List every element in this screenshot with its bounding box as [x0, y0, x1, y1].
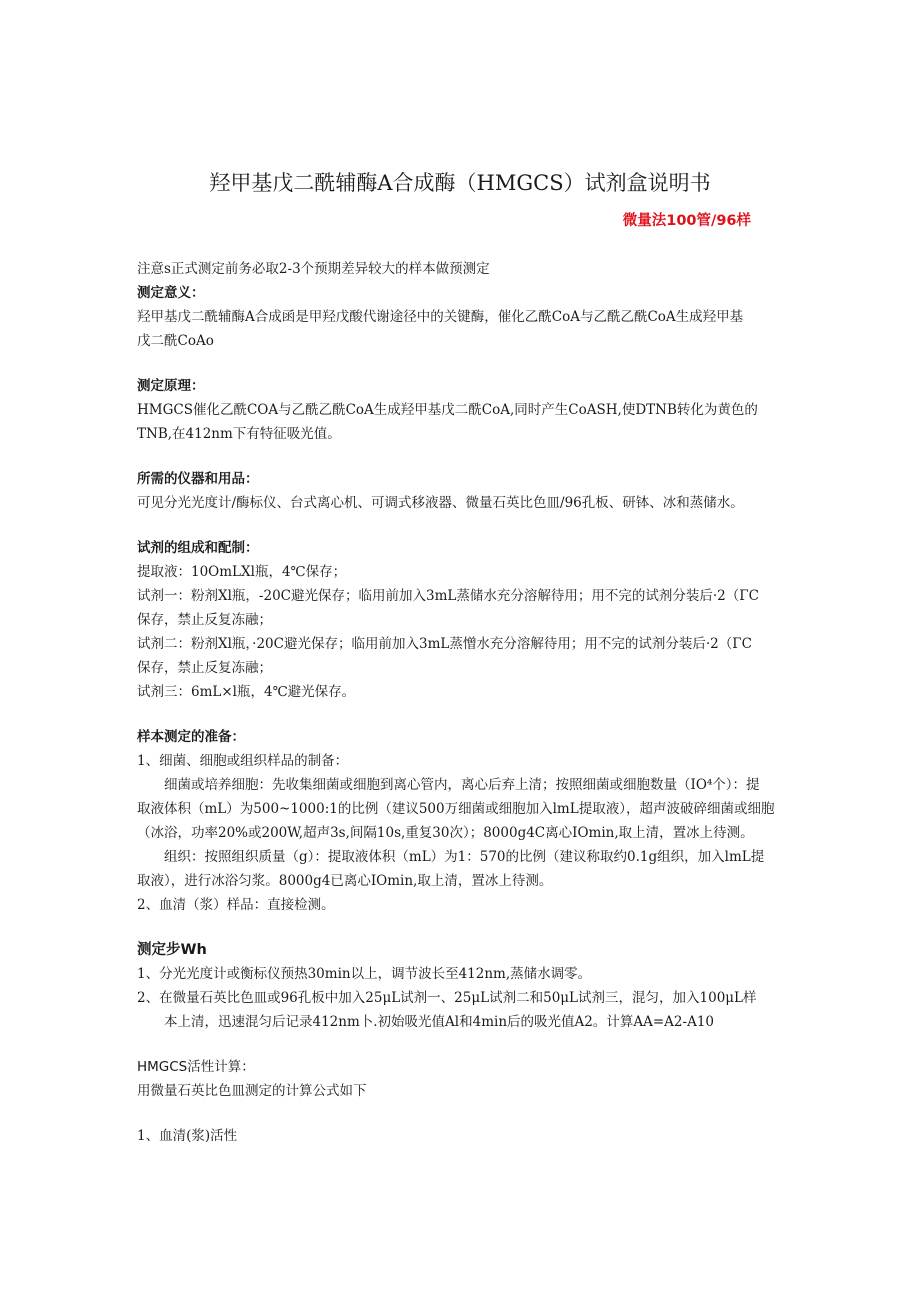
calc-heading: HMGCS活性计算： [137, 1059, 255, 1075]
reagent-line: 保存，禁止反复冻融； [137, 660, 272, 676]
sample-prep-heading: 样本测定的准备： [137, 729, 245, 745]
document-title: 羟甲基戊二酰辅酶A合成酶（HMGCS）试剂盒说明书 [209, 171, 711, 195]
calc-subheading: 用微量石英比色皿测定的计算公式如下 [137, 1083, 367, 1099]
note-line: 注意s正式测定前务必取2-3个预期差异较大的样本做预测定 [137, 261, 490, 277]
bacteria-prep-line: （冰浴，功率20%或200W,超声3s,间隔10s,重复30次）；8000g4C离心IOmin,取上清，置冰上待测。 [137, 825, 754, 841]
document-body [137, 257, 777, 1148]
instruments-line: 可见分光光度计/酶标仪、台式离心机、可调式移液器、微量石英比色皿/96孔板、研钵、冰和蒸储水。 [137, 495, 744, 511]
bacteria-prep-line: 取液体积（mL）为500~1000:1的比例（建议500万细菌或细胞加入lmL提取液），超声波破碎细菌或细胞 [137, 801, 775, 817]
reagents-heading: 试剂的组成和配制： [137, 540, 259, 556]
calc-item: 1、血清(浆)活性 [137, 1128, 238, 1144]
reagent-line: 试剂一：粉剂Xl瓶，-20C避光保存；临用前加入3mL蒸储水充分溶解待用；用不完的试剂分装后·2（ΓC [137, 588, 759, 604]
reagent-line: 提取液：10OmLXl瓶，4℃保存； [137, 564, 347, 580]
steps-heading: 测定步Wh [137, 942, 207, 958]
sample-prep-item: 1、细菌、细胞或组织样品的制备： [137, 753, 349, 769]
significance-heading: 测定意义： [137, 285, 205, 301]
reagent-line: 试剂二：粉剂Xl瓶，·20C避光保存；临用前加入3mL蒸憎水充分溶解待用；用不完的试剂分装后·2（ΓC [137, 636, 752, 652]
step-line: 2、在微量石英比色皿或96孔板中加入25μL试剂一、25μL试剂二和50μL试剂三，混匀，加入100μL样 [137, 990, 757, 1006]
principle-heading: 测定原理： [137, 378, 205, 394]
method-spec: 微量法100管/96样 [622, 213, 751, 229]
tissue-prep-line: 组织：按照组织质量（g）：提取液体积（mL）为1：570的比例（建议称取约0.1g组织，加入lmL提 [164, 849, 765, 865]
principle-line: TNB,在412nm下有特征吸光值。 [137, 426, 341, 442]
sample-prep-item: 2、血清（浆）样品：直接检测。 [137, 897, 335, 913]
step-line: 1、分光光度计或衡标仪预热30min以上，调节波长至412nm,蒸储水调零。 [137, 966, 592, 982]
principle-line: HMGCS催化乙酰COA与乙酰乙酰CoA生成羟甲基戊二酰CoA,同时产生CoASH,使DTNB转化为黄色的 [137, 402, 758, 418]
tissue-prep-line: 取液），进行冰浴匀浆。8000g4已离心IOmin,取上清，置冰上待测。 [137, 873, 553, 889]
significance-line: 戊二酰CoAo [137, 333, 214, 349]
instruments-heading: 所需的仪器和用品： [137, 471, 259, 487]
step-line: 本上清，迅速混匀后记录412nm卜.初始吸光值Al和4min后的吸光值A2。计算AA=A2-A10 [164, 1014, 714, 1030]
reagent-line: 试剂三：6mL×l瓶，4℃避光保存。 [137, 684, 356, 700]
bacteria-prep-line: 细菌或培养细胞：先收集细菌或细胞到离心管内，离心后弃上清；按照细菌或细胞数量（IO⁴个）：提 [164, 777, 760, 793]
reagent-line: 保存，禁止反复冻融； [137, 612, 272, 628]
significance-line: 羟甲基戊二酰辅酶A合成函是甲羟戊酸代谢途径中的关键酶，催化乙酰CoA与乙酰乙酰CoA生成羟甲基 [137, 309, 744, 325]
